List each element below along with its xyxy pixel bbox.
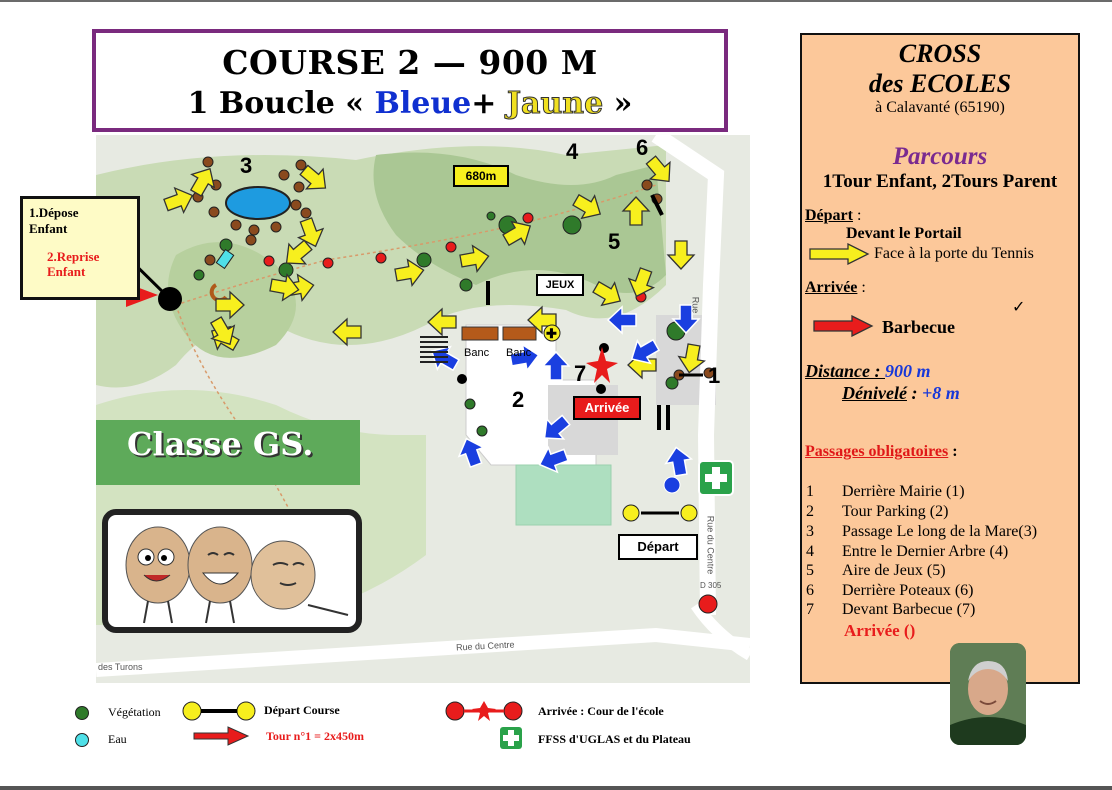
passage-item [806,562,946,580]
passage-item [806,483,965,501]
depart-dot-right [681,505,697,521]
depart-heading [805,207,861,225]
title-line-2 [96,86,724,121]
panel-title-line-1: CROSS [898,39,982,68]
classe-label: Classe GS. [127,425,314,463]
title-line-1: COURSE 2 — 900 M [222,43,598,82]
check-icon: ✓ [1012,297,1026,316]
depose-box [20,196,140,300]
passage-text: Aire de Jeux (5) [842,562,946,579]
passages-colon: : [948,443,958,460]
denivele-label: Dénivelé [842,383,907,403]
red-road-point [699,595,717,613]
first-aid-cross-h [705,474,727,482]
course-map [96,135,750,683]
panel-title-line-2: des ECOLES [868,69,1012,98]
depart-label: Départ [618,534,698,560]
title-jaune: Jaune [506,86,604,121]
passage-item [806,503,948,521]
legend-vegetation-icon [75,706,89,720]
first-aid-small-cross: ✚ [546,326,557,341]
passage-text: Devant Barbecue (7) [842,601,976,618]
checkpoint-6-label: 6 [636,135,649,160]
passage-item [806,543,1008,561]
arrivee-final: Arrivée () [844,621,916,640]
depart-arrow-icon [808,243,872,265]
passage-num: 4 [806,543,814,560]
jeux-label: JEUX [536,274,584,296]
blue-start-dot [664,477,680,493]
passage-text: Derrière Mairie (1) [842,483,965,500]
denivele-value: +8 m [921,383,960,403]
portrait-svg [950,643,1026,745]
road-label-rue: Rue [690,296,701,314]
checkpoint-1-label: 1 [708,363,721,388]
passage-num: 7 [806,601,814,618]
eggs-illustration [102,509,362,633]
legend-ffss-icon [500,727,522,749]
checkpoint-7-label: 7 [574,361,587,386]
passage-text: Entre le Dernier Arbre (4) [842,543,1009,560]
legend-tour-arrow-icon [192,725,252,747]
passage-num: 1 [806,483,814,500]
reprise-label: 2.Reprise Enfant [47,249,100,279]
arrivee-text: Barbecue [882,317,955,337]
depart-dot-left [623,505,639,521]
checkpoint-5-label: 5 [608,229,621,254]
banc-2-label: Banc [506,347,532,359]
passage-text: Passage Le long de la Mare(3) [842,523,1038,540]
bench-2 [503,327,536,340]
depose-label: 1.Dépose Enfant [29,205,79,236]
road-label-rue-du-centre: Rue du Centre [705,515,716,575]
panel-title [802,39,1078,99]
legend-eau-icon [75,733,89,747]
legend-eau-label: Eau [108,732,127,746]
passage-num: 6 [806,582,814,599]
passages-label: Passages obligatoires [805,443,949,460]
legend-ffss-label: FFSS d'UGLAS et du Plateau [538,732,691,746]
panel-parcours: Parcours [892,143,988,170]
road-label-centre: Rue du Centre [455,639,515,653]
title-suffix: » [603,86,633,121]
passage-item [806,523,1037,541]
banc-1-label: Banc [464,347,490,359]
passage-num: 5 [806,562,814,579]
arrivee-arrow-icon [812,315,876,337]
depart-heading-label: Départ [805,207,853,224]
title-bleue: Bleue [374,86,472,121]
denivele-colon: : [906,383,922,403]
passage-num: 3 [806,523,814,540]
road-label-d305: D 305 [700,581,722,590]
organizer-photo [950,643,1026,745]
passage-num: 2 [806,503,814,520]
bench-1 [462,327,498,340]
arrivee-heading [805,279,866,297]
distance-tag: 680m [453,165,509,187]
distance-value: 900 m [885,361,931,381]
info-panel [800,33,1080,684]
title-prefix: 1 Boucle « [187,86,375,121]
title-plus: + [471,86,507,121]
title-box [92,29,728,132]
panel-parcours-sub: 1Tour Enfant, 2Tours Parent [822,171,1058,192]
panel-location: à Calavanté (65190) [875,99,1005,116]
denivele-row [842,383,960,404]
arrivee-label: Arrivée [573,396,641,420]
legend-ffss-cross-h [503,735,519,741]
legend-depart-label: Départ Course [264,703,340,717]
top-rule [0,0,1112,2]
legend-tour-label: Tour n°1 = 2x450m [266,729,364,743]
distance-row [805,361,931,382]
depart-line-1: Devant le Portail [846,225,962,242]
distance-label: Distance : [805,361,885,381]
passage-item [806,582,974,600]
bottom-rule [0,786,1112,790]
passage-text: Tour Parking (2) [842,503,949,520]
pond [226,187,290,219]
legend-depart-icon [180,698,260,724]
legend-arrivee-icon [444,697,524,725]
depart-heading-colon: : [852,207,862,224]
passage-text: Derrière Poteaux (6) [842,582,974,599]
passages-heading [805,443,958,461]
checkpoint-2-label: 2 [512,387,525,412]
checkpoint-4-label: 4 [566,139,579,164]
arrivee-heading-colon: : [857,279,866,296]
depart-line-2: Face à la porte du Tennis [874,245,1034,262]
passage-item [806,601,975,619]
arrivee-heading-label: Arrivée [805,279,858,296]
checkpoint-3-label: 3 [240,153,253,178]
legend-vegetation-label: Végétation [108,705,161,719]
tennis-court [516,465,611,525]
legend-arrivee-label: Arrivée : Cour de l'école [538,704,664,718]
road-label-turons: des Turons [98,662,143,672]
eggs-svg [108,515,358,629]
